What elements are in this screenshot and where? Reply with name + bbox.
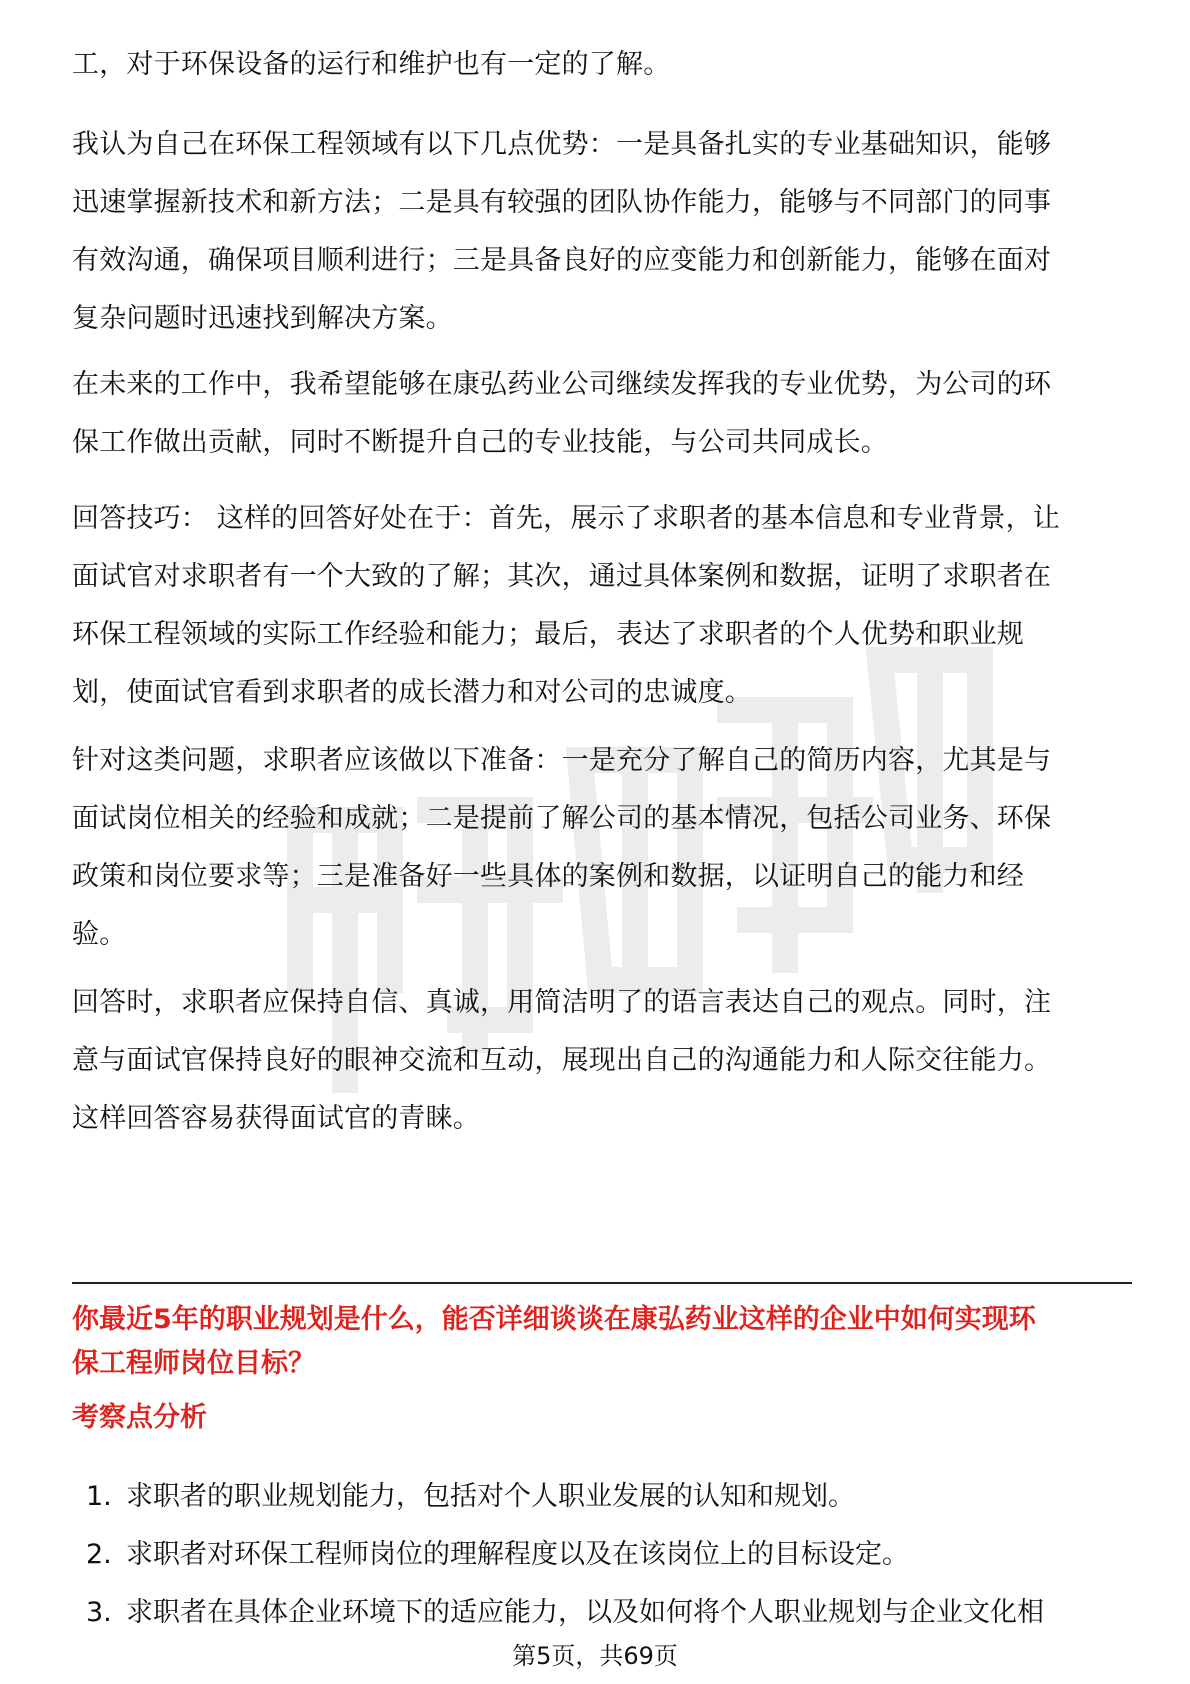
paragraph-preparation [72, 732, 1132, 964]
analysis-list [72, 1468, 1132, 1642]
list-item [72, 1468, 1132, 1526]
analysis-section-title: 考察点分析 [72, 1402, 207, 1433]
paragraph-line: 回答技巧： 这样的回答好处在于：首先，展示了求职者的基本信息和专业背景，让 [72, 503, 1060, 534]
list-item-text: 求职者在具体企业环境下的适应能力，以及如何将个人职业规划与企业文化相 [126, 1597, 1044, 1628]
paragraph-line: 我认为自己在环保工程领域有以下几点优势：一是具备扎实的专业基础知识，能够 [72, 129, 1052, 160]
list-item [72, 1526, 1132, 1584]
list-item-text: 求职者对环保工程师岗位的理解程度以及在该岗位上的目标设定。 [126, 1539, 909, 1570]
paragraph-line: 在未来的工作中，我希望能够在康弘药业公司继续发挥我的专业优势，为公司的环 [72, 369, 1052, 400]
question-heading [72, 1298, 1132, 1386]
paragraph-line: 复杂问题时迅速找到解决方案。 [72, 303, 453, 334]
paragraph-2 [72, 116, 1132, 348]
list-item-number: 1. [86, 1481, 112, 1512]
page-footer: 第5页，共69页 [512, 1642, 678, 1670]
paragraph-line: 针对这类问题，求职者应该做以下准备：一是充分了解自己的简历内容，尤其是与 [72, 745, 1052, 776]
paragraph-line: 工，对于环保设备的运行和维护也有一定的了解。 [72, 49, 671, 80]
paragraph-answer-tips [72, 490, 1132, 722]
question-line: 保工程师岗位目标？ [72, 1348, 315, 1379]
paragraph-line: 这样回答容易获得面试官的青睐。 [72, 1103, 480, 1134]
paragraph-line: 验。 [72, 919, 127, 950]
paragraph-3 [72, 356, 1132, 472]
paragraph-line: 意与面试官保持良好的眼神交流和互动，展现出自己的沟通能力和人际交往能力。 [72, 1045, 1052, 1076]
paragraph-answering [72, 974, 1132, 1148]
paragraph-line: 环保工程领域的实际工作经验和能力；最后，表达了求职者的个人优势和职业规 [72, 619, 1024, 650]
section-divider [72, 1282, 1132, 1284]
question-line: 你最近5年的职业规划是什么，能否详细谈谈在康弘药业这样的企业中如何实现环 [72, 1304, 1036, 1335]
paragraph-line: 划，使面试官看到求职者的成长潜力和对公司的忠诚度。 [72, 677, 752, 708]
paragraph-line: 保工作做出贡献，同时不断提升自己的专业技能，与公司共同成长。 [72, 427, 888, 458]
list-item-number: 3. [86, 1597, 112, 1628]
paragraph-line: 有效沟通，确保项目顺利进行；三是具备良好的应变能力和创新能力，能够在面对 [72, 245, 1052, 276]
paragraph-1 [72, 36, 1132, 94]
paragraph-line: 迅速掌握新技术和新方法；二是具有较强的团队协作能力，能够与不同部门的同事 [72, 187, 1052, 218]
list-item [72, 1584, 1132, 1642]
paragraph-line: 回答时，求职者应保持自信、真诚，用简洁明了的语言表达自己的观点。同时，注 [72, 987, 1052, 1018]
list-item-number: 2. [86, 1539, 112, 1570]
paragraph-line: 面试官对求职者有一个大致的了解；其次，通过具体案例和数据，证明了求职者在 [72, 561, 1052, 592]
paragraph-line: 政策和岗位要求等；三是准备好一些具体的案例和数据，以证明自己的能力和经 [72, 861, 1024, 892]
paragraph-line: 面试岗位相关的经验和成就；二是提前了解公司的基本情况，包括公司业务、环保 [72, 803, 1052, 834]
list-item-text: 求职者的职业规划能力，包括对个人职业发展的认知和规划。 [126, 1481, 855, 1512]
